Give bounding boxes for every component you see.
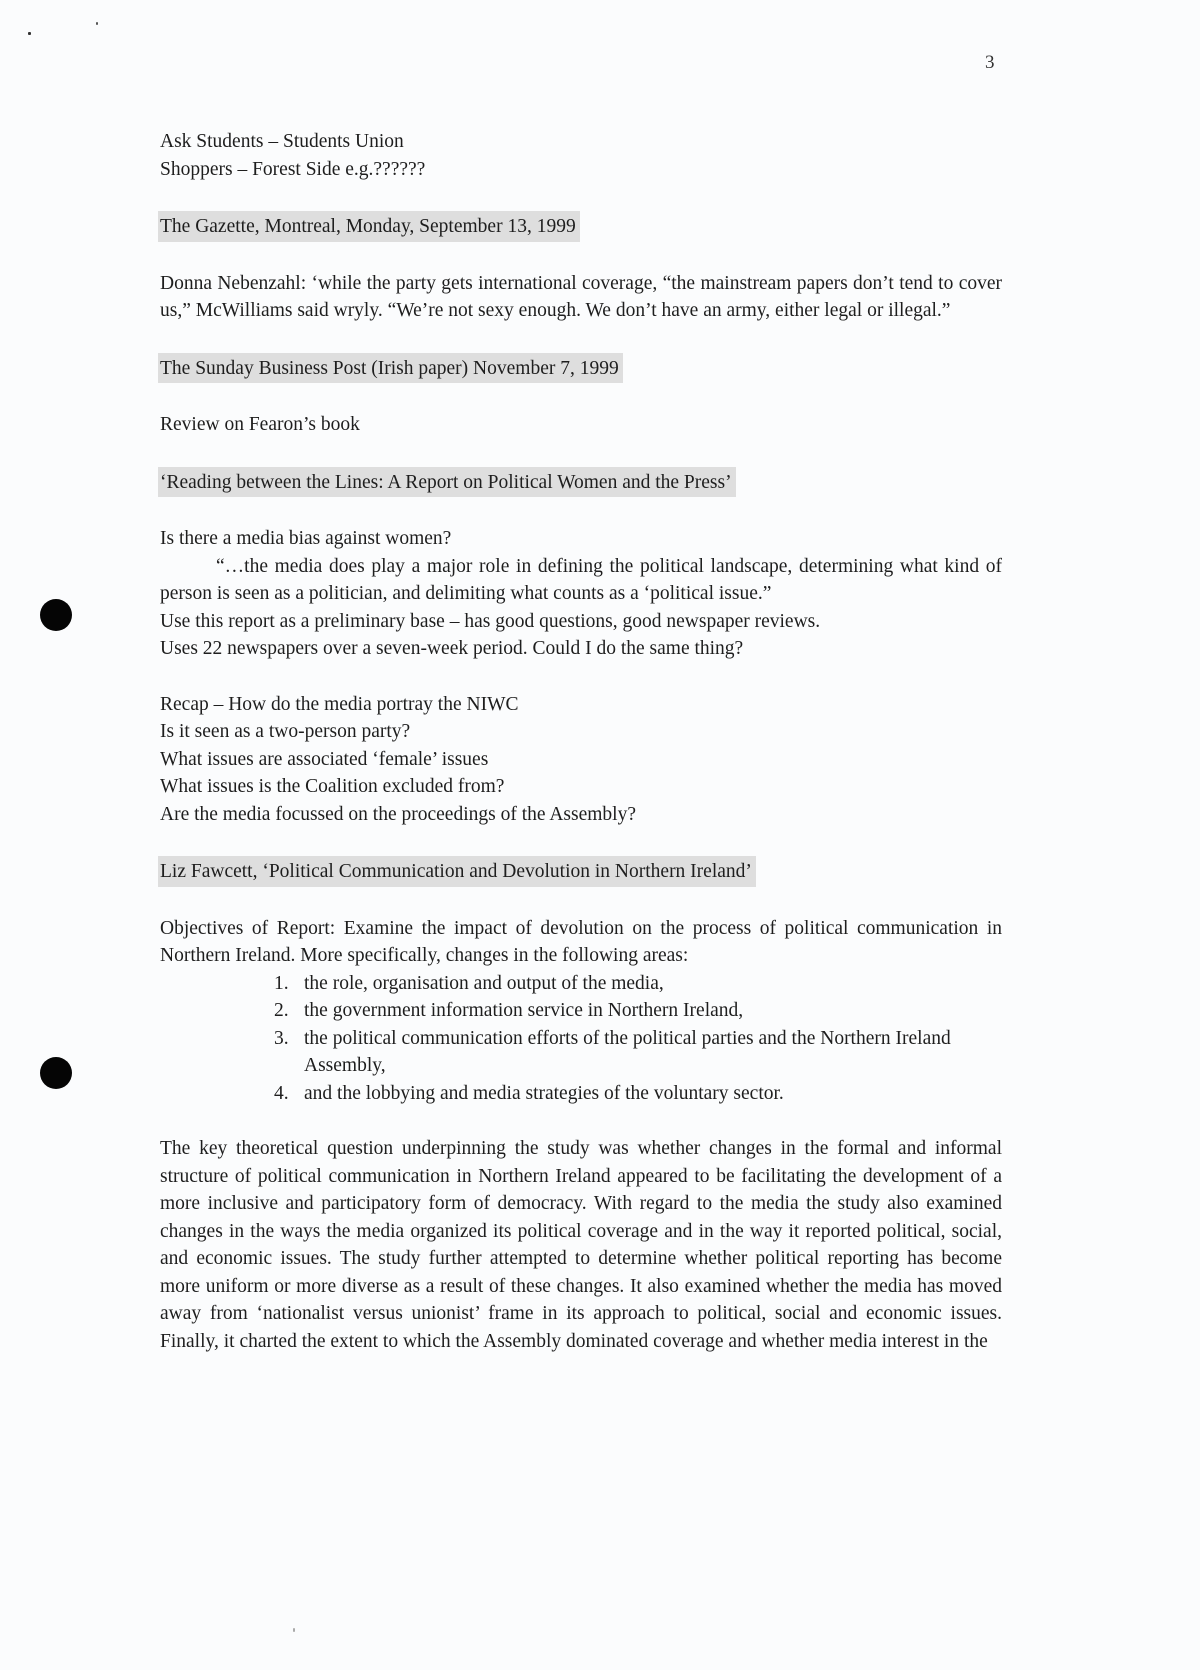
- fawcett-objectives-intro: Objectives of Report: Examine the impact of devolution on the process of political communication in Northern Ireland. More specifically, changes in the following areas:: [160, 917, 1002, 966]
- section-heading-sunday-post: The Sunday Business Post (Irish paper) November 7, 1999: [158, 353, 623, 384]
- recap-item: Are the media focussed on the proceedings of the Assembly?: [160, 803, 636, 825]
- section-heading-report: ‘Reading between the Lines: A Report on Political Women and the Press’: [158, 467, 736, 498]
- fawcett-summary: The key theoretical question underpinning the study was whether changes in the formal and informal structure of political communication in Northern Ireland appeared to be facilitating the development of a more inclusive and participatory form of democracy. With regard to the media the study also examined changes in the ways the media organized its political coverage and in the way it reported political, social, and economic issues. The study further attempted to determine whether political reporting has become more uniform or more diverse as a result of these changes. It also examined whether the media has moved away from ‘nationalist versus unionist’ frame in its approach to political, social and economic issues. Finally, it charted the extent to which the Assembly dominated coverage and whether media interest in the: [160, 1138, 1002, 1352]
- objective-item: [274, 1080, 1002, 1108]
- objective-item: [274, 1025, 1002, 1080]
- sunday-post-note: Review on Fearon’s book: [160, 414, 360, 435]
- objective-number: 4.: [274, 1082, 289, 1104]
- objective-number: 2.: [274, 1000, 289, 1021]
- scan-speck: [96, 22, 98, 25]
- section-heading-fawcett: Liz Fawcett, ‘Political Communication and Devolution in Northern Ireland’: [158, 856, 756, 887]
- intro-line: Ask Students – Students Union: [160, 131, 404, 152]
- objective-text: and the lobbying and media strategies of the voluntary sector.: [304, 1082, 784, 1104]
- recap-item: Recap – How do the media portray the NIWC: [160, 693, 519, 715]
- objective-text: the role, organisation and output of the media,: [304, 972, 664, 994]
- gazette-quote: Donna Nebenzahl: ‘while the party gets international coverage, “the mainstream papers don’t tend to cover us,” McWilliams said wryly. “We’re not sexy enough. We don’t have an army, either legal or illegal.”: [160, 272, 1002, 321]
- punch-hole-icon: [40, 599, 72, 631]
- objective-number: 1.: [274, 972, 289, 994]
- objectives-list: [160, 970, 1002, 1108]
- page-number: 3: [985, 52, 995, 73]
- punch-hole-icon: [40, 1057, 72, 1089]
- recap-item: Is it seen as a two-person party?: [160, 721, 411, 742]
- report-quote: “…the media does play a major role in defining the political landscape, determining what kind of person is seen as a politician, and delimiting what counts as a ‘political issue.”: [160, 555, 1002, 604]
- section-heading-gazette: The Gazette, Montreal, Monday, September 13, 1999: [158, 211, 580, 242]
- document-body: [160, 128, 1002, 1355]
- report-note: Use this report as a preliminary base – has good questions, good newspaper reviews.: [160, 610, 821, 632]
- objective-text: the government information service in Northern Ireland,: [304, 1000, 744, 1021]
- recap-item: What issues is the Coalition excluded from?: [160, 776, 505, 797]
- scan-speck: [28, 32, 31, 35]
- objective-text: the political communication efforts of the political parties and the Northern Ireland Assembly,: [304, 1027, 951, 1076]
- scan-speck: [293, 1628, 295, 1632]
- recap-item: What issues are associated ‘female’ issues: [160, 748, 489, 770]
- report-note: Uses 22 newspapers over a seven-week period. Could I do the same thing?: [160, 638, 744, 659]
- objective-item: [274, 997, 1002, 1025]
- intro-line: Shoppers – Forest Side e.g.??????: [160, 158, 426, 180]
- objective-number: 3.: [274, 1027, 289, 1049]
- objective-item: [274, 970, 1002, 998]
- report-question: Is there a media bias against women?: [160, 528, 452, 549]
